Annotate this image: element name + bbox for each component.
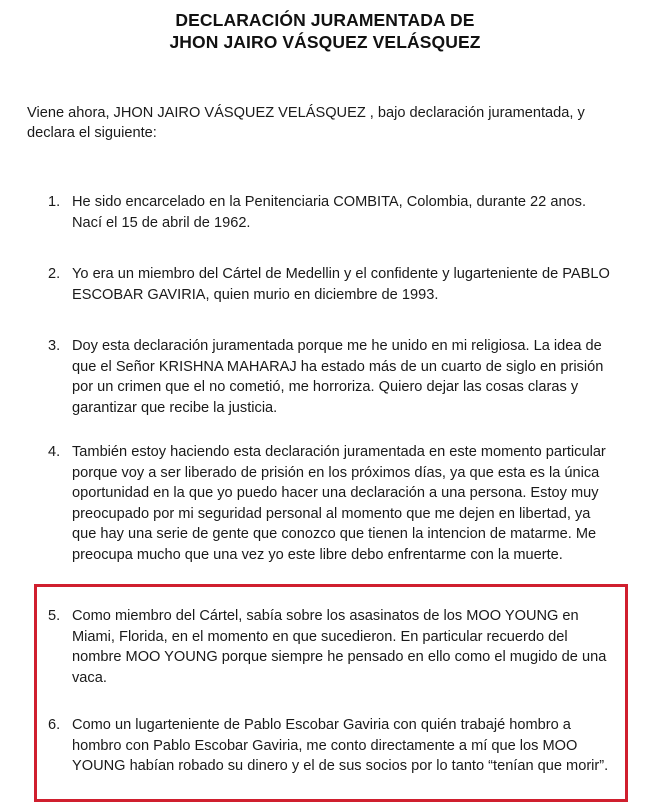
item-text: Yo era un miembro del Cártel de Medellin y el confidente y lugarteniente de PABLO ESCOBAR GAVIRIA, quien murio en diciembre de 1993. (72, 266, 610, 303)
item-text: Como miembro del Cártel, sabía sobre los asasinatos de los MOO YOUNG en Miami, Florida, en el momento en que sucedieron. En particular recuerdo del nombre MOO YOUNG porque siempre he pensado en ello como el mugido de una vaca. (72, 608, 607, 686)
list-item (48, 606, 618, 688)
item-text: He sido encarcelado en la Penitenciaria COMBITA, Colombia, durante 22 anos. Nací el 15 de abril de 1962. (72, 194, 587, 231)
list-item (48, 442, 618, 566)
item-number: 1. (48, 194, 61, 210)
list-item (48, 336, 618, 418)
list-item (48, 715, 618, 777)
item-text: También estoy haciendo esta declaración juramentada en este momento particular porque voy a ser liberado de prisión en los próximos días, ya que esta es la única oportunidad en la que yo puedo hacer una declaración a una persona. Estoy muy preocupado por mi seguridad personal al momento que me dejen en libertad, ya que hay una serie de gente que conozco que tienen la intencion de matarme. Me preocupa mucho que una vez yo este libre debo enfrentarme con la muerte. (72, 444, 606, 563)
list-item (48, 192, 618, 233)
item-number: 3. (48, 338, 61, 354)
intro-paragraph: Viene ahora, JHON JAIRO VÁSQUEZ VELÁSQUEZ , bajo declaración juramentada, y declara el siguiente: (27, 105, 585, 141)
item-number: 2. (48, 266, 61, 282)
title-line-2: JHON JAIRO VÁSQUEZ VELÁSQUEZ (169, 32, 481, 52)
item-text: Como un lugarteniente de Pablo Escobar Gaviria con quién trabajé hombro a hombro con Pablo Escobar Gaviria, me conto directamente a mí que los MOO YOUNG habían robado su dinero y el de sus socios por lo tanto “tenían que morir”. (72, 717, 609, 775)
item-number: 5. (48, 608, 61, 624)
item-number: 4. (48, 444, 61, 460)
item-text: Doy esta declaración juramentada porque me he unido en mi religiosa. La idea de que el Señor KRISHNA MAHARAJ ha estado más de un cuarto de siglo en prisión por un crimen que el no cometió, me horroriza. Quiero dejar las cosas claras y garantizar que recibe la justicia. (72, 338, 604, 416)
document-title (0, 9, 650, 53)
title-line-1: DECLARACIÓN JURAMENTADA DE (175, 10, 475, 30)
list-item (48, 264, 618, 305)
item-number: 6. (48, 717, 61, 733)
